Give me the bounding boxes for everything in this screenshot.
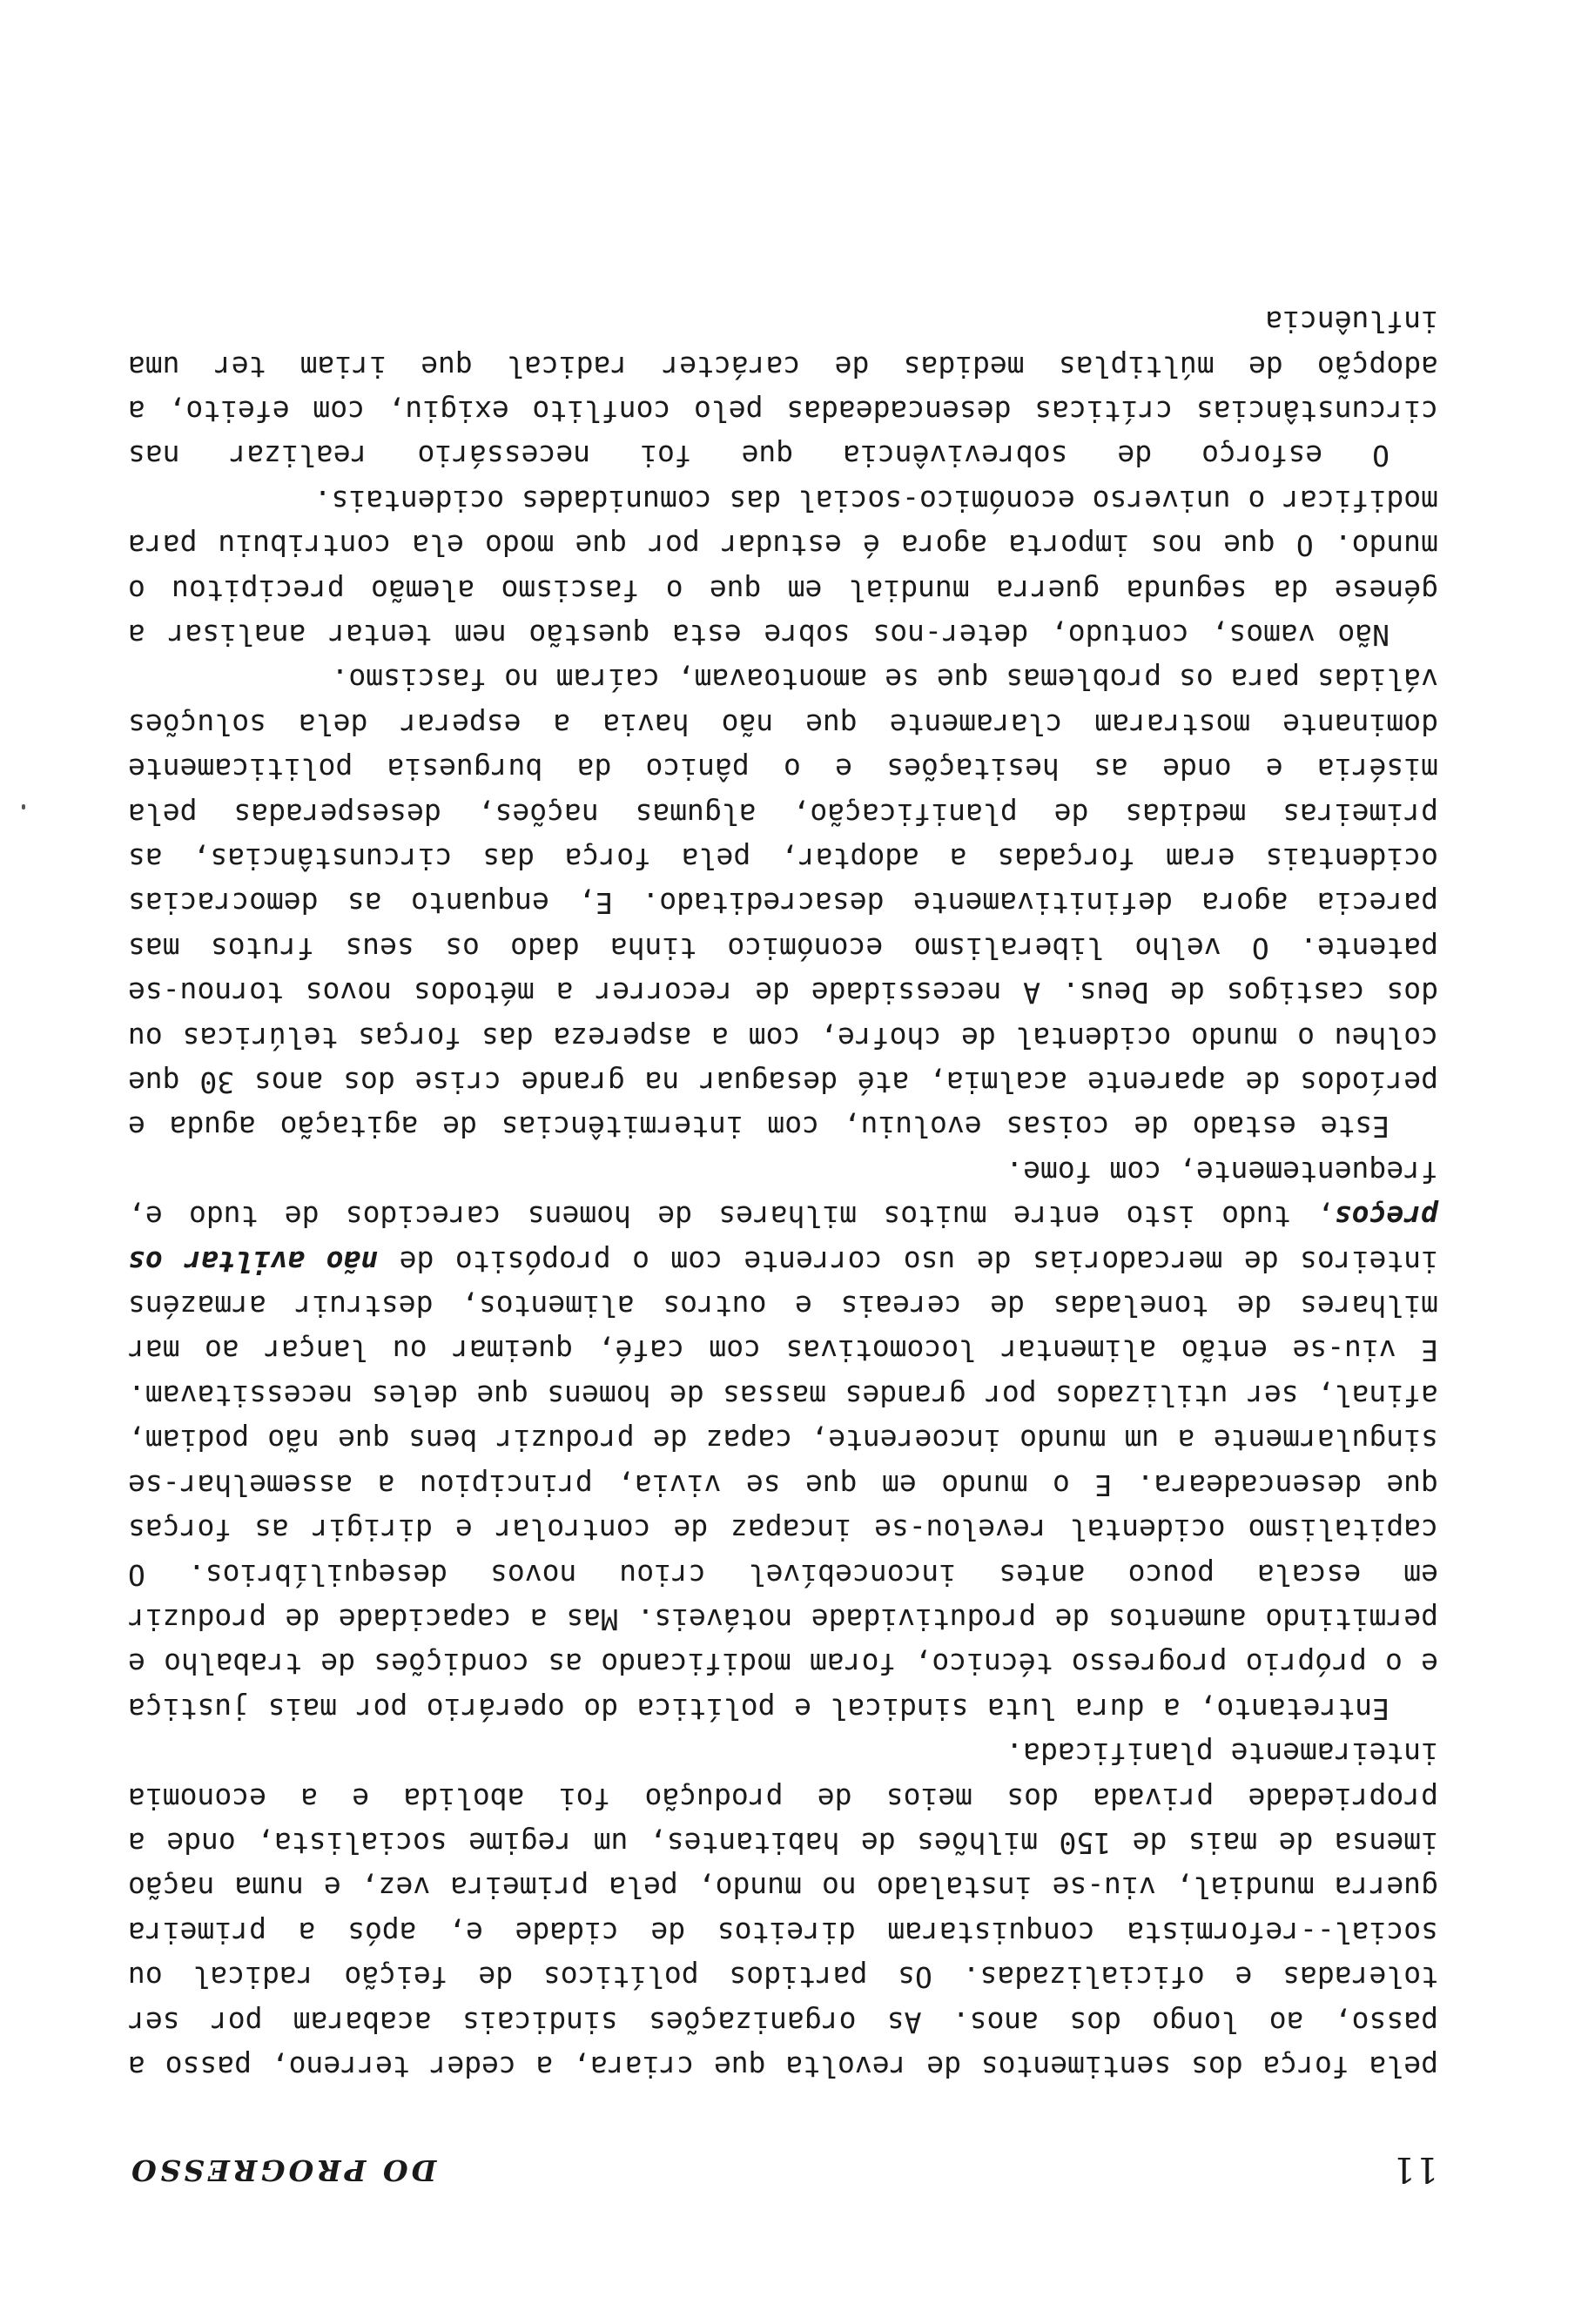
running-head	[128, 2146, 1438, 2189]
paragraph-2-text: Entretanto, a dura luta sindical e política do operário por mais justiça e o próprio progresso técnico, foram modificando as condições de trabalho e permitindo aumentos de produtividade notáveis. Mas a capacidade de produzir em escala pouco antes inconcebível criou novos desequilíbrios. O capitalismo ocidental revelou-se incapaz de controlar e dirigir as forças que desencadeara. E o mundo em que se vivia, principiou a assemelhar-se singularmente a um mundo incoerente, capaz de produzir bens que não podiam, afinal, ser utilizados por grandes massas de homens que deles necessitavam. E viu-se então alimentar locomotivas com café, queimar ou lançar ao mar milhares de toneladas de cereais e outros alimentos, destruir armazéns inteiros de mercadorias de uso corrente com o propósito de	[128, 1244, 1438, 1726]
paragraph-5-text: O esforço de sobrevivência que foi necessário realizar nas circunstâncias críticas desencadeadas pelo conflito exigiu, com efeito, a adopção de múltiplas medidas de carácter radical que iriam ter uma influência	[128, 305, 1438, 474]
paragraph-2	[128, 1149, 1438, 1730]
paragraph-1	[128, 1731, 1438, 2089]
paragraph-3-text: Este estado de coisas evoluiu, com intermitências de agitação aguda e períodos de aparente acalmia, até desaguar na grande crise dos anos 30 que colheu o mundo ocidental de chofre, com a aspereza das forças telúricas ou dos castigos de Deus. A necessidade de recorrer a métodos novos tornou-se patente. O velho liberalismo económico tinha dado os seus frutos mas parecia agora definitivamente desacreditado. E, enquanto as democracias ocidentais eram forçadas a adoptar, pela força das circunstâncias, as primeiras medidas de planificação, algumas nações, desesperadas pela miséria e onde as hesitações e o pânico da burguesia politicamente dominante mostraram claramente que não havia a esperar dela soluções válidas para os problemas que se amontoavam, caíram no fascismo.	[128, 662, 1438, 1145]
margin-speck	[22, 804, 25, 809]
paragraph-5	[128, 299, 1438, 479]
paragraph-2-emphasis: não aviltar os preços	[128, 1199, 1438, 1279]
body-text	[128, 299, 1438, 2089]
paragraph-1-text: pela força dos sentimentos de revolta que criara, a ceder terreno, passo a passo, ao longo dos anos. As organizações sindicais acabaram por ser toleradas e oficializadas. Os partidos políticos de feição radical ou social--reformista conquistaram direitos de cidade e, após a primeira guerra mundial, viu-se instalado no mundo, pela primeira vez, e numa nação imensa de mais de 150 milhões de habitantes, um regime socialista, onde a propriedade privada dos meios de produção foi abolida e a economia inteiramente planificada.	[128, 1736, 1438, 2084]
paragraph-3	[128, 657, 1438, 1149]
running-title: DO PROGRESSO	[128, 2153, 437, 2187]
paragraph-2-text-after: , tudo isto entre muitos milhares de homens carecidos de tudo e, frequentemente, com fome.	[128, 1154, 1438, 1234]
page-number: 11	[1392, 2149, 1438, 2189]
paragraph-4-text: Não vamos, contudo, deter-nos sobre esta questão nem tentar analisar a génese da segunda guerra mundial em que o fascismo alemão precipitou o mundo. O que nos importa agora é estudar por que modo ela contribuiu para modificar o universo económico-social das comunidades ocidentais.	[128, 483, 1438, 652]
paragraph-4	[128, 478, 1438, 657]
